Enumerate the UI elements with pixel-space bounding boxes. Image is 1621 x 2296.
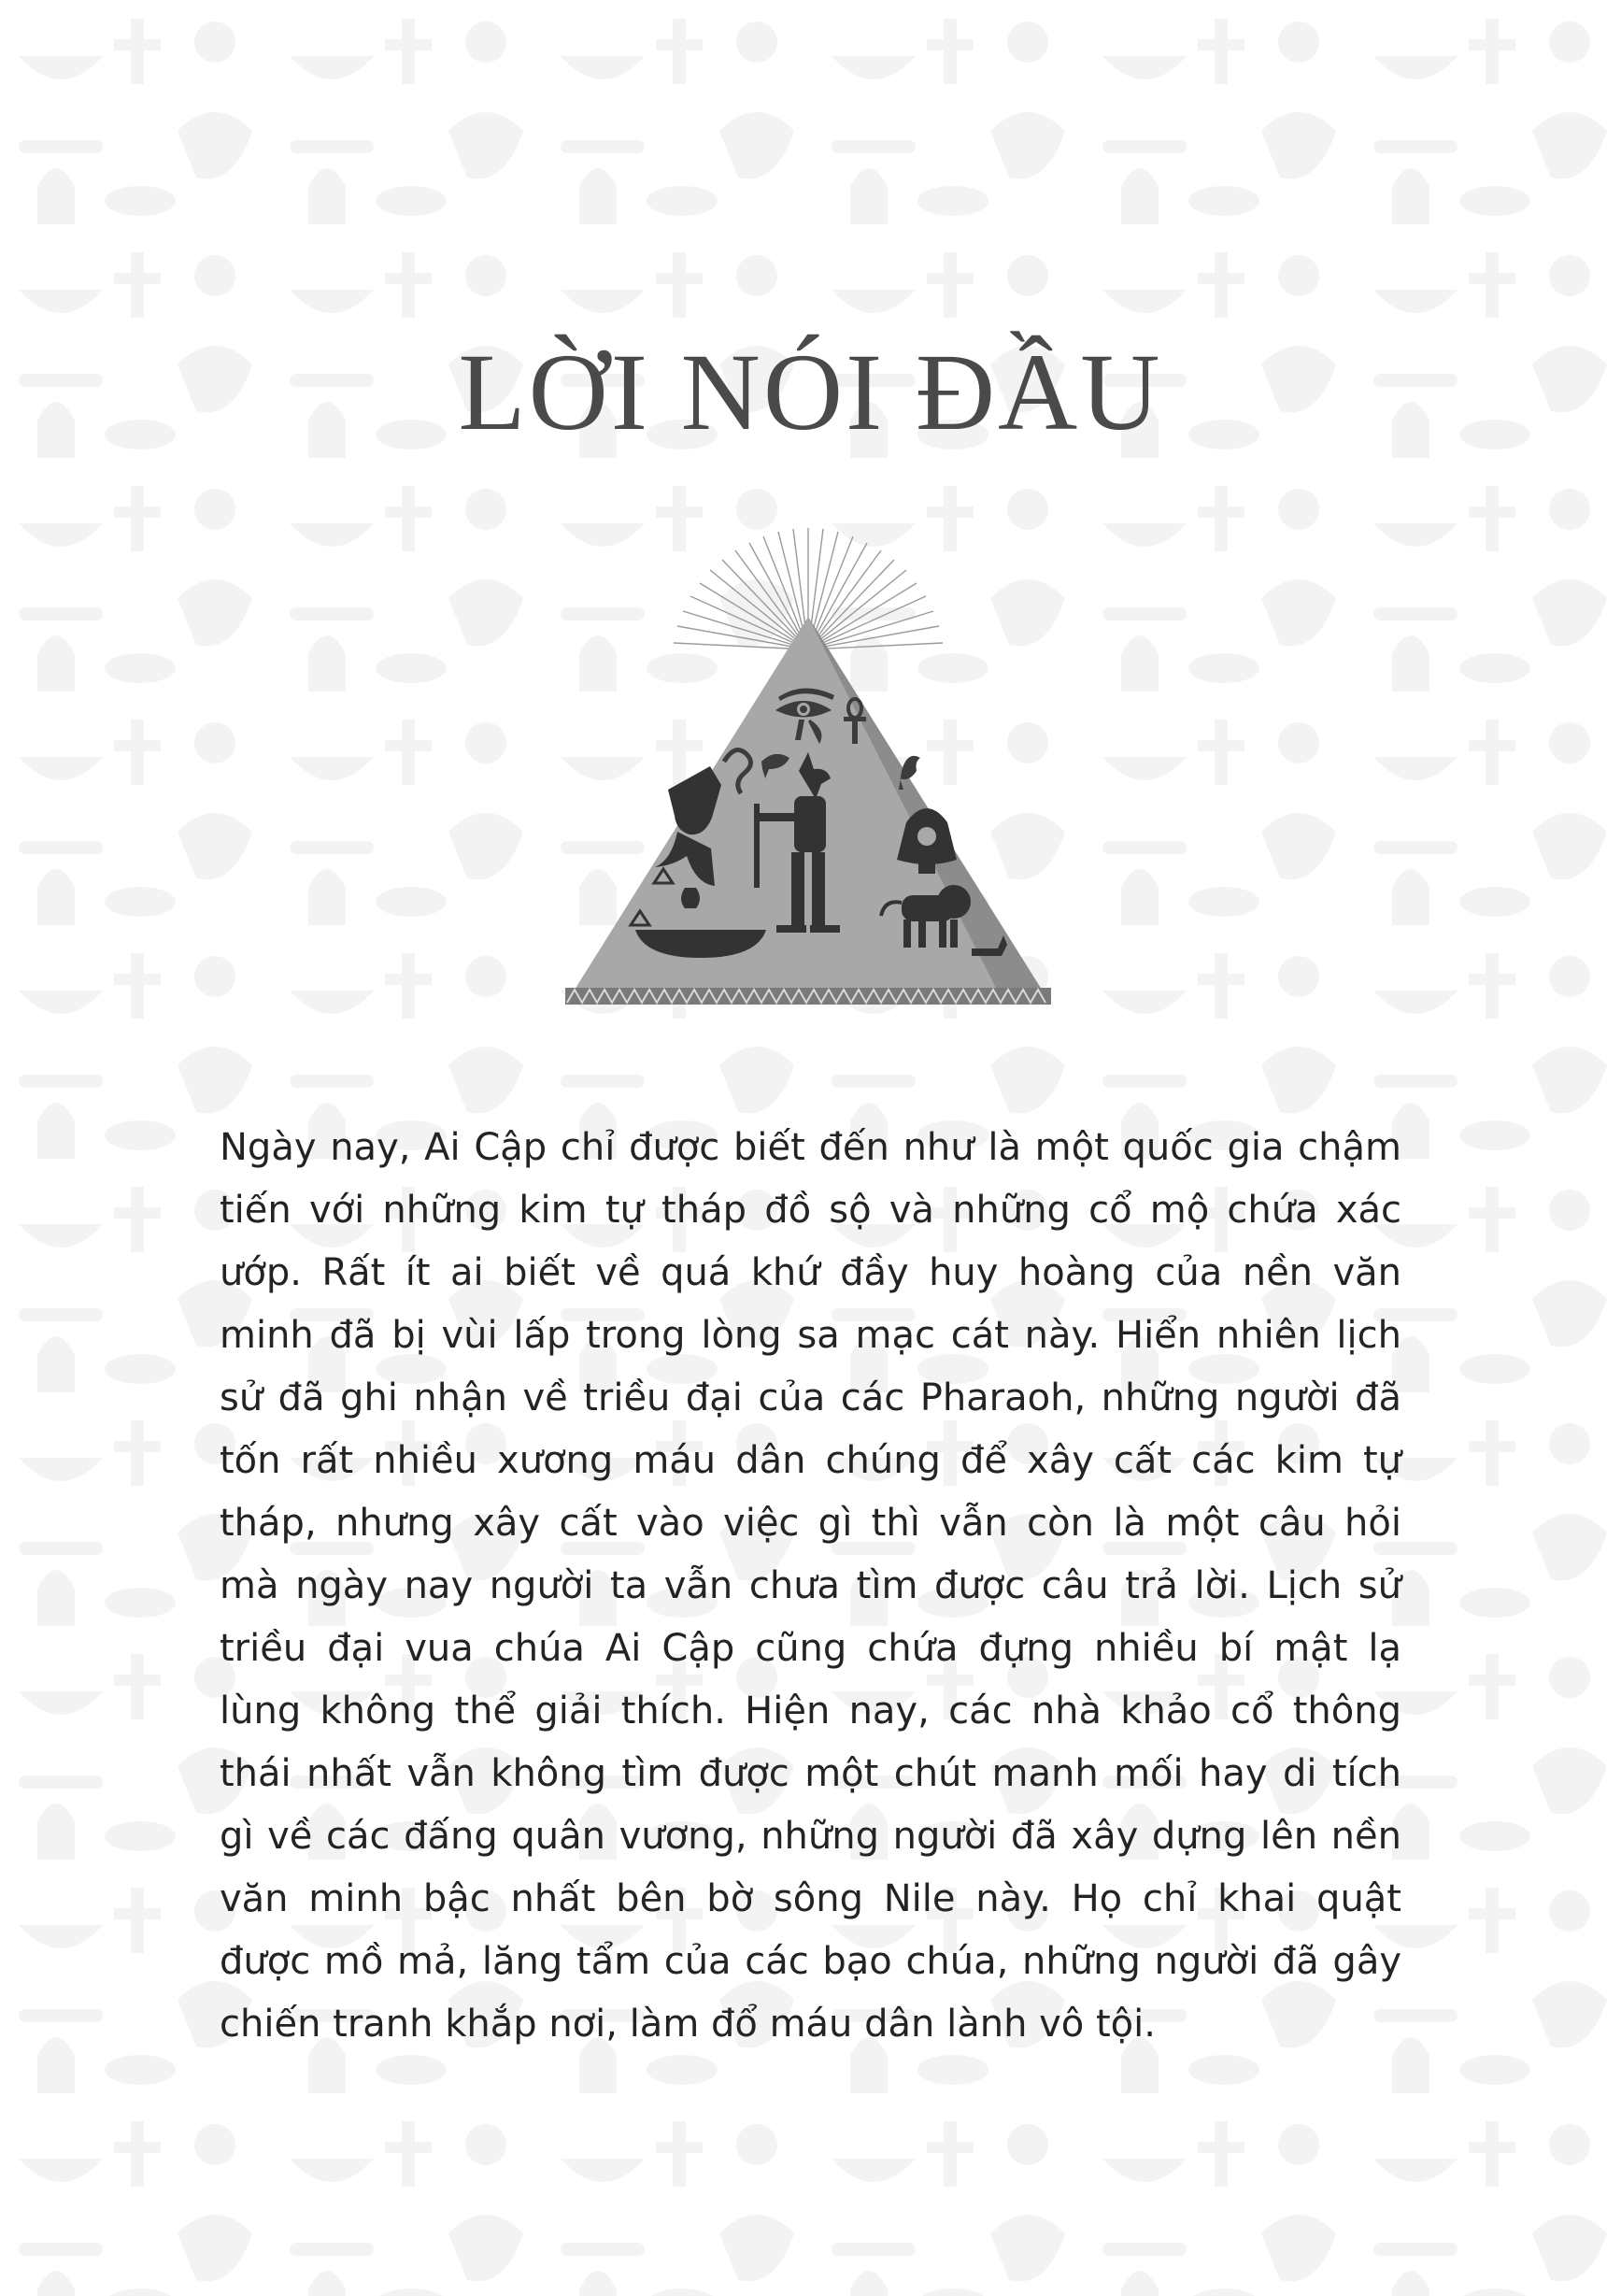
paragraph-line: mà ngày nay người ta vẫn chưa tìm được câu trả lời. Lịch sử	[220, 1564, 1401, 1607]
preface-paragraph	[220, 1117, 1401, 2056]
paragraph-line: chiến tranh khắp nơi, làm đổ máu dân lành vô tội.	[220, 2003, 1156, 2046]
paragraph-line: tốn rất nhiều xương máu dân chúng để xây cất các kim tự	[220, 1439, 1401, 1482]
pyramid-hieroglyphs-icon	[547, 523, 1070, 1009]
paragraph-line: tiến với những kim tự tháp đồ sộ và những cổ mộ chứa xác	[220, 1189, 1401, 1232]
vase-icon	[681, 888, 700, 908]
paragraph-line: được mồ mả, lăng tẩm của các bạo chúa, những người đã gây	[220, 1940, 1401, 1983]
paragraph-line: Ngày nay, Ai Cập chỉ được biết đến như là một quốc gia chậm	[220, 1126, 1401, 1169]
paragraph-line: sử đã ghi nhận về triều đại của các Pharaoh, những người đã	[220, 1376, 1401, 1419]
paragraph-line: minh đã bị vùi lấp trong lòng sa mạc cát này. Hiển nhiên lịch	[220, 1314, 1401, 1357]
paragraph-line: văn minh bậc nhất bên bờ sông Nile này. Họ chỉ khai quật	[220, 1877, 1401, 1920]
paragraph-line: gì về các đấng quân vương, những người đã xây dựng lên nền	[220, 1815, 1401, 1858]
paragraph-line: triều đại vua chúa Ai Cập cũng chứa đựng nhiều bí mật lạ	[220, 1627, 1401, 1670]
paragraph-line: lùng không thể giải thích. Hiện nay, các nhà khảo cổ thông	[220, 1690, 1401, 1733]
page-title: LỜI NÓI ĐẦU	[458, 331, 1163, 453]
paragraph-line: ướp. Rất ít ai biết về quá khứ đầy huy hoàng của nền văn	[220, 1251, 1401, 1294]
paragraph-line: tháp, nhưng xây cất vào việc gì thì vẫn còn là một câu hỏi	[220, 1502, 1401, 1545]
paragraph-line: thái nhất vẫn không tìm được một chút manh mối hay di tích	[220, 1752, 1401, 1795]
